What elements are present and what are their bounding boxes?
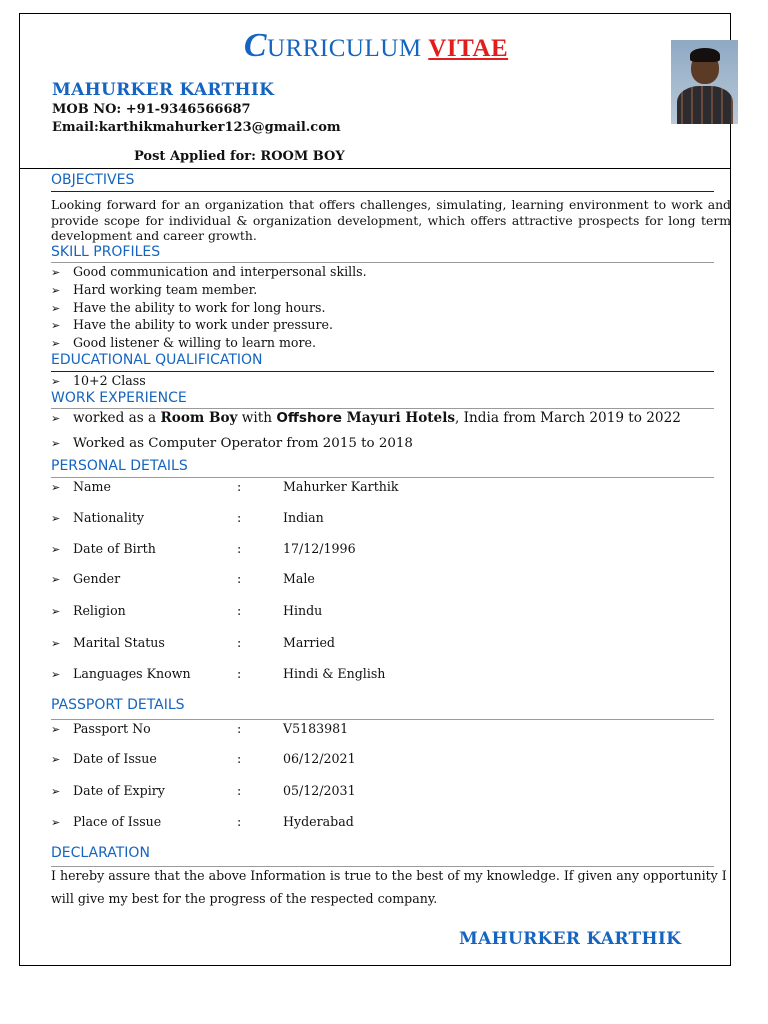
arrow-bullet-icon: ➢ xyxy=(51,481,61,494)
skills-heading: SKILL PROFILES xyxy=(51,244,161,260)
detail-row: ➢ Languages Known : Hindi & English xyxy=(51,666,386,681)
arrow-bullet-icon: ➢ xyxy=(51,512,61,525)
work-heading: WORK EXPERIENCE xyxy=(51,390,187,406)
detail-row: ➢ Place of Issue : Hyderabad xyxy=(51,814,354,829)
passport-heading: PASSPORT DETAILS xyxy=(51,697,185,713)
personal-heading: PERSONAL DETAILS xyxy=(51,458,188,474)
detail-row: ➢ Date of Expiry : 05/12/2031 xyxy=(51,783,356,798)
education-item: ➢ 10+2 Class xyxy=(51,373,146,388)
arrow-bullet-icon: ➢ xyxy=(51,543,61,556)
arrow-bullet-icon: ➢ xyxy=(51,668,61,681)
arrow-bullet-icon: ➢ xyxy=(51,605,61,618)
arrow-bullet-icon: ➢ xyxy=(51,723,61,736)
profile-photo xyxy=(671,40,738,124)
detail-row: ➢ Religion : Hindu xyxy=(51,603,323,618)
work-item: ➢ worked as a Room Boy with Offshore Mayuri Hotels, India from March 2019 to 2022 xyxy=(51,410,681,426)
personal-rule xyxy=(51,477,714,478)
arrow-bullet-icon: ➢ xyxy=(51,284,61,297)
detail-row: ➢ Date of Birth : 17/12/1996 xyxy=(51,541,356,556)
arrow-bullet-icon: ➢ xyxy=(51,337,61,350)
objectives-rule xyxy=(51,191,714,192)
objectives-text: Looking forward for an organization that offers challenges, simulating, learning environment to work and provide scope for individual & organization development, which offers attractive prospects for long term development and career growth. xyxy=(51,197,731,243)
header-divider xyxy=(20,168,730,169)
detail-row: ➢ Passport No : V5183981 xyxy=(51,721,349,736)
arrow-bullet-icon: ➢ xyxy=(51,753,61,766)
document-title xyxy=(20,27,732,65)
candidate-name: MAHURKER KARTHIK xyxy=(52,80,275,100)
work-item: ➢ Worked as Computer Operator from 2015 to 2018 xyxy=(51,436,413,451)
declaration-text: I hereby assure that the above Information is true to the best of my knowledge. If given any opportunity I will give my best for the progress of the respected company. xyxy=(51,868,727,906)
arrow-bullet-icon: ➢ xyxy=(51,375,61,388)
title-word-vitae: VITAE xyxy=(428,35,509,62)
signature-name: MAHURKER KARTHIK xyxy=(459,929,682,949)
cv-page xyxy=(19,13,731,966)
skill-item: ➢ Hard working team member. xyxy=(51,282,258,297)
arrow-bullet-icon: ➢ xyxy=(51,637,61,650)
arrow-bullet-icon: ➢ xyxy=(51,573,61,586)
work-rule xyxy=(51,408,714,409)
mobile-number: MOB NO: +91-9346566687 xyxy=(52,102,251,117)
arrow-bullet-icon: ➢ xyxy=(51,412,61,425)
detail-row: ➢ Date of Issue : 06/12/2021 xyxy=(51,751,356,766)
title-initial: C xyxy=(243,27,268,64)
detail-row: ➢ Nationality : Indian xyxy=(51,510,324,525)
skill-item: ➢ Good communication and interpersonal skills. xyxy=(51,264,367,279)
declaration-heading: DECLARATION xyxy=(51,845,150,861)
arrow-bullet-icon: ➢ xyxy=(51,816,61,829)
detail-row: ➢ Name : Mahurker Karthik xyxy=(51,479,399,494)
arrow-bullet-icon: ➢ xyxy=(51,785,61,798)
detail-row: ➢ Gender : Male xyxy=(51,571,315,586)
email-address: Email:karthikmahurker123@gmail.com xyxy=(52,120,341,135)
title-word-curriculum: URRICULUM xyxy=(267,35,422,62)
arrow-bullet-icon: ➢ xyxy=(51,437,61,450)
skill-item: ➢ Good listener & willing to learn more. xyxy=(51,335,316,350)
arrow-bullet-icon: ➢ xyxy=(51,319,61,332)
detail-row: ➢ Marital Status : Married xyxy=(51,635,335,650)
skills-rule xyxy=(51,262,714,263)
skill-item: ➢ Have the ability to work for long hours. xyxy=(51,300,326,315)
passport-rule xyxy=(51,719,714,720)
education-rule xyxy=(51,371,714,372)
objectives-heading: OBJECTIVES xyxy=(51,172,135,188)
skill-item: ➢ Have the ability to work under pressure. xyxy=(51,317,333,332)
arrow-bullet-icon: ➢ xyxy=(51,266,61,279)
arrow-bullet-icon: ➢ xyxy=(51,302,61,315)
education-heading: EDUCATIONAL QUALIFICATION xyxy=(51,352,263,368)
post-applied: Post Applied for: ROOM BOY xyxy=(134,149,345,164)
